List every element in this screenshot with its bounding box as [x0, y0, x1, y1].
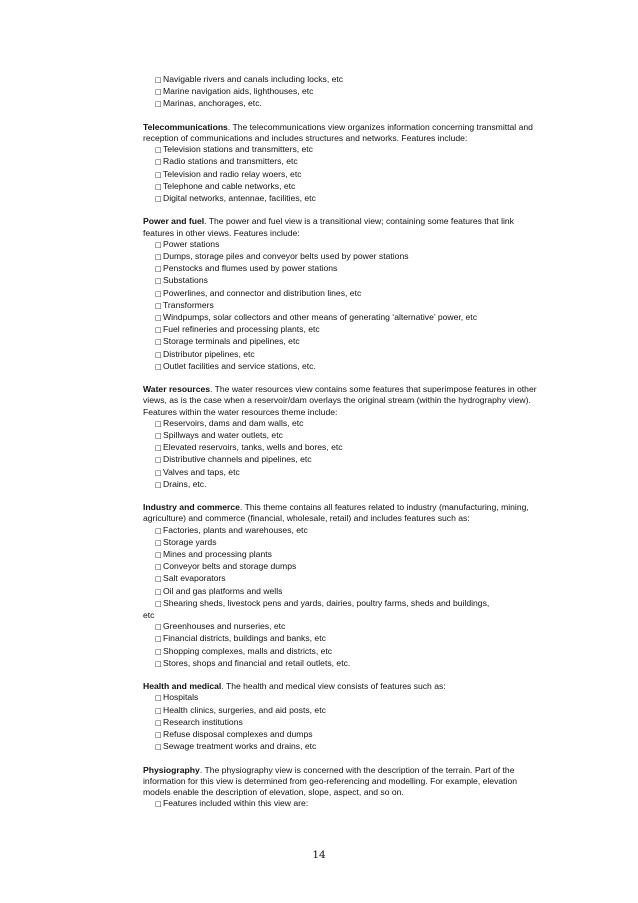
- list-item: [143, 467, 543, 479]
- health-text: . The health and medical view consists of features such as:: [221, 681, 446, 692]
- bullet-icon: □: [155, 538, 162, 547]
- list-item-text: Sewage treatment works and drains, etc: [163, 741, 317, 752]
- health-section: [143, 681, 543, 753]
- list-item: [143, 525, 543, 537]
- list-item: [143, 98, 543, 110]
- bullet-icon: □: [155, 743, 162, 752]
- list-item: [143, 74, 543, 86]
- list-item: [143, 537, 543, 549]
- physio-section: [143, 765, 543, 811]
- page-content: [143, 74, 543, 811]
- list-item: [143, 251, 543, 263]
- list-item: [143, 729, 543, 741]
- bullet-icon: □: [155, 314, 162, 323]
- list-item: [143, 336, 543, 348]
- list-item: [143, 586, 543, 598]
- bullet-icon: □: [155, 277, 162, 286]
- list-item: [143, 418, 543, 430]
- list-item-text: Penstocks and flumes used by power stations: [163, 263, 338, 274]
- bullet-icon: □: [155, 563, 162, 572]
- list-item-text: Shopping complexes, malls and districts, etc: [163, 645, 333, 656]
- list-item: [143, 658, 543, 670]
- list-item: [143, 349, 543, 361]
- list-item-text: Factories, plants and warehouses, etc: [163, 524, 308, 535]
- list-item-text: Elevated reservoirs, tanks, wells and bores, etc: [163, 442, 343, 453]
- industry-list: [143, 525, 543, 598]
- bullet-icon: □: [155, 326, 162, 335]
- bullet-icon: □: [155, 195, 162, 204]
- bullet-icon: □: [155, 587, 162, 596]
- bullet-icon: □: [155, 146, 162, 155]
- list-item-text: Transformers: [163, 299, 214, 310]
- telecom-section: [143, 122, 543, 205]
- list-item-text: Telephone and cable networks, etc: [163, 180, 296, 191]
- power-section: [143, 216, 543, 373]
- bullet-icon: □: [155, 350, 162, 359]
- list-item-text: Mines and processing plants: [163, 549, 272, 560]
- list-item-text: Marine navigation aids, lighthouses, etc: [163, 86, 314, 97]
- bullet-icon: □: [155, 480, 162, 489]
- list-item-text: Shearing sheds, livestock pens and yards, dairies, poultry farms, sheds and buildings,: [163, 597, 490, 608]
- power-text: . The power and fuel view is a transitional view; containing some features that link features in other views. Features include:: [143, 216, 514, 238]
- list-item-text: Research institutions: [163, 716, 243, 727]
- list-item: [143, 430, 543, 442]
- list-item-text: Substations: [163, 275, 208, 286]
- bullet-icon: □: [155, 526, 162, 535]
- power-heading: Power and fuel: [143, 216, 205, 227]
- list-item: [143, 646, 543, 658]
- list-item-text: Oil and gas platforms and wells: [163, 585, 283, 596]
- list-item: [143, 181, 543, 193]
- bullet-icon: □: [155, 706, 162, 715]
- industry-paragraph: [143, 502, 543, 524]
- list-item-text: Refuse disposal complexes and dumps: [163, 729, 313, 740]
- list-item: [143, 144, 543, 156]
- list-item-text: Navigable rivers and canals including locks, etc: [163, 74, 344, 84]
- list-item-text: Television and radio relay woers, etc: [163, 168, 302, 179]
- physio-heading: Physiography: [143, 764, 200, 775]
- list-item-text: Radio stations and transmitters, etc: [163, 156, 298, 167]
- list-item: [143, 169, 543, 181]
- list-item: [143, 479, 543, 491]
- health-paragraph: [143, 681, 543, 692]
- list-item: [143, 561, 543, 573]
- list-item-text: Power stations: [163, 238, 220, 249]
- bullet-icon: □: [155, 362, 162, 371]
- water-section: [143, 384, 543, 491]
- bullet-icon: □: [155, 659, 162, 668]
- list-item-text: Salt evaporators: [163, 573, 226, 584]
- bullet-icon: □: [155, 182, 162, 191]
- list-item: [143, 156, 543, 168]
- list-item: [143, 324, 543, 336]
- list-item: [143, 454, 543, 466]
- bullet-icon: □: [155, 419, 162, 428]
- power-paragraph: [143, 216, 543, 238]
- bullet-icon: □: [155, 694, 162, 703]
- bullet-icon: □: [155, 575, 162, 584]
- bullet-icon: □: [155, 289, 162, 298]
- list-item: [143, 549, 543, 561]
- list-item: [143, 573, 543, 585]
- list-item: [143, 598, 543, 621]
- water-paragraph: [143, 384, 543, 418]
- list-item-continuation: etc: [143, 610, 155, 621]
- list-item: [143, 239, 543, 251]
- list-item: [143, 263, 543, 275]
- intro-list: [143, 74, 543, 111]
- list-item: [143, 442, 543, 454]
- health-list: [143, 692, 543, 753]
- list-item-text: Stores, shops and financial and retail outlets, etc.: [163, 657, 351, 668]
- telecom-heading: Telecommunications: [143, 121, 228, 132]
- industry-list-continued: [143, 621, 543, 670]
- list-item-text: Financial districts, buildings and banks, etc: [163, 633, 326, 644]
- physio-paragraph: [143, 765, 543, 799]
- list-item-text: Distributor pipelines, etc: [163, 348, 255, 359]
- list-item-text: Spillways and water outlets, etc: [163, 430, 283, 441]
- bullet-icon: □: [155, 444, 162, 453]
- list-item: [143, 275, 543, 287]
- list-item-text: Storage yards: [163, 536, 217, 547]
- list-item: [143, 86, 543, 98]
- list-item-text: Marinas, anchorages, etc.: [163, 98, 262, 109]
- water-text: . The water resources view contains some features that superimpose features in other views, as is the case when a reservoir/dam overlays the original stream (within the hydrography view). Features within the water resources theme include:: [143, 384, 537, 417]
- water-list: [143, 418, 543, 491]
- list-item: [143, 312, 543, 324]
- bullet-icon: □: [155, 265, 162, 274]
- list-item: [143, 741, 543, 753]
- bullet-icon: □: [155, 76, 162, 84]
- telecom-list: [143, 144, 543, 205]
- bullet-icon: □: [155, 456, 162, 465]
- list-item-text: Windpumps, solar collectors and other means of generating ‘alternative’ power, etc: [163, 312, 477, 323]
- list-item-text: Drains, etc.: [163, 478, 207, 489]
- bullet-icon: □: [155, 718, 162, 727]
- list-item-text: Storage terminals and pipelines, etc: [163, 336, 300, 347]
- list-item-text: Fuel refineries and processing plants, etc: [163, 324, 320, 335]
- industry-text: . This theme contains all features related to industry (manufacturing, mining, agriculture) and commerce (financial, wholesale, retail) and includes features such as:: [143, 502, 529, 524]
- list-item-text: Greenhouses and nurseries, etc: [163, 621, 286, 632]
- physio-text: . The physiography view is concerned with the description of the terrain. Part of the information for this view is determined from geo-referencing and modelling. For example, elevation models enable the description of elevation, slope, aspect, and so on.: [143, 764, 518, 798]
- list-item-text: Valves and taps, etc: [163, 466, 240, 477]
- list-item: [143, 692, 543, 704]
- bullet-icon: □: [155, 599, 162, 608]
- list-item-text: Distributive channels and pipelines, etc: [163, 454, 312, 465]
- bullet-icon: □: [155, 432, 162, 441]
- list-item: [143, 193, 543, 205]
- bullet-icon: □: [155, 635, 162, 644]
- bullet-icon: □: [155, 100, 162, 109]
- bullet-icon: □: [155, 158, 162, 167]
- bullet-icon: □: [155, 338, 162, 347]
- page-number: 14: [312, 849, 326, 861]
- list-item-text: Features included within this view are:: [163, 798, 309, 809]
- list-item-text: Outlet facilities and service stations, etc.: [163, 360, 316, 371]
- list-item: [143, 705, 543, 717]
- list-item-text: Health clinics, surgeries, and aid posts, etc: [163, 704, 326, 715]
- telecom-text: . The telecommunications view organizes information concerning transmittal and reception of communications and includes structures and networks. Features include:: [143, 121, 533, 143]
- list-item-text: Hospitals: [163, 692, 199, 703]
- bullet-icon: □: [155, 88, 162, 97]
- list-item: [143, 633, 543, 645]
- telecom-paragraph: [143, 122, 543, 144]
- bullet-icon: □: [155, 468, 162, 477]
- industry-heading: Industry and commerce: [143, 502, 240, 513]
- list-item-text: Powerlines, and connector and distribution lines, etc: [163, 287, 362, 298]
- bullet-icon: □: [155, 647, 162, 656]
- power-list: [143, 239, 543, 373]
- list-item: [143, 621, 543, 633]
- bullet-icon: □: [155, 800, 162, 809]
- list-item: [143, 288, 543, 300]
- water-heading: Water resources: [143, 384, 211, 395]
- bullet-icon: □: [155, 253, 162, 262]
- physio-list: [143, 798, 543, 810]
- bullet-icon: □: [155, 623, 162, 632]
- bullet-icon: □: [155, 301, 162, 310]
- list-item-text: Conveyor belts and storage dumps: [163, 561, 297, 572]
- list-item-text: Digital networks, antennae, facilities, etc: [163, 193, 316, 204]
- list-item: [143, 300, 543, 312]
- health-heading: Health and medical: [143, 681, 222, 692]
- list-item-text: Reservoirs, dams and dam walls, etc: [163, 417, 304, 428]
- bullet-icon: □: [155, 240, 162, 249]
- bullet-icon: □: [155, 170, 162, 179]
- list-item-text: Television stations and transmitters, etc: [163, 144, 313, 155]
- industry-section: [143, 502, 543, 670]
- list-item-text: Dumps, storage piles and conveyor belts used by power stations: [163, 251, 409, 262]
- list-item: [143, 798, 543, 810]
- list-item: [143, 361, 543, 373]
- list-item: [143, 717, 543, 729]
- bullet-icon: □: [155, 551, 162, 560]
- bullet-icon: □: [155, 731, 162, 740]
